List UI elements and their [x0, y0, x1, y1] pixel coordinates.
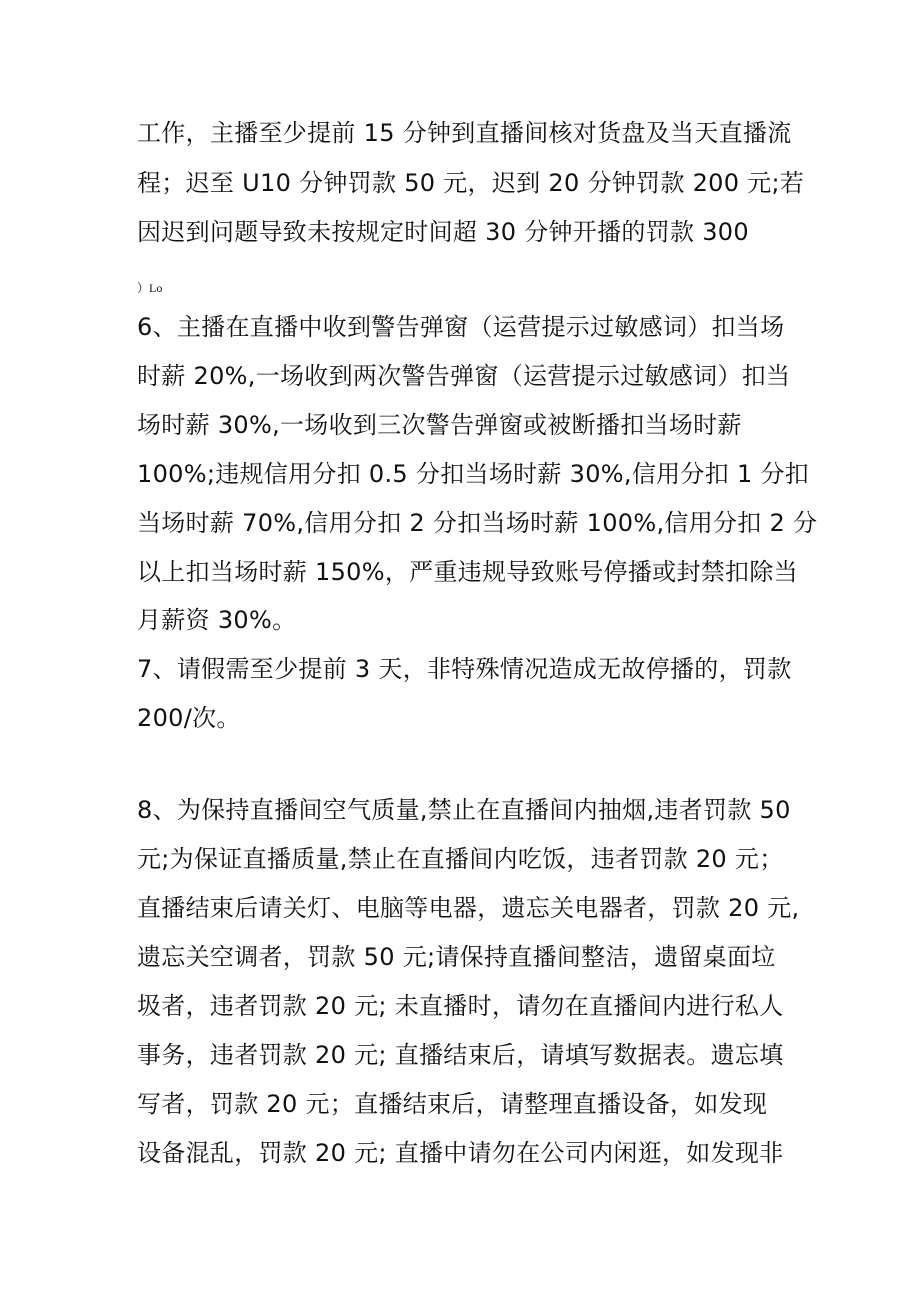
paragraph-line: 工作，主播至少提前 15 分钟到直播间核对货盘及当天直播流 [137, 119, 792, 147]
item-8-line: 事务，违者罚款 20 元; 直播结束后，请填写数据表。遗忘填 [137, 1041, 784, 1069]
item-6-line: 时薪 20%,一场收到两次警告弹窗（运营提示过敏感词）扣当 [137, 362, 791, 390]
paragraph-line: 因迟到问题导致未按规定时间超 30 分钟开播的罚款 300 [137, 218, 749, 246]
item-8-line: 元;为保证直播质量,禁止在直播间内吃饭，违者罚款 20 元； [137, 845, 784, 873]
item-6-line: 场时薪 30%,一场收到三次警告弹窗或被断播扣当场时薪 [137, 411, 742, 439]
item-8-line: 遗忘关空调者，罚款 50 元;请保持直播间整洁，遗留桌面垃 [137, 943, 776, 971]
item-6-line: 当场时薪 70%,信用分扣 2 分扣当场时薪 100%,信用分扣 2 分 [137, 509, 818, 537]
item-6-line: 6、主播在直播中收到警告弹窗（运营提示过敏感词）扣当场 [137, 313, 785, 341]
paragraph-line: 程；迟至 U10 分钟罚款 50 元，迟到 20 分钟罚款 200 元;若 [137, 169, 805, 197]
item-8-line: 设备混乱，罚款 20 元; 直播中请勿在公司内闲逛，如发现非 [137, 1139, 784, 1167]
item-7-line: 200/次。 [137, 704, 241, 732]
paragraph-line: ）Lo [137, 281, 163, 295]
item-8-line: 直播结束后请关灯、电脑等电器，遗忘关电器者，罚款 20 元, [137, 894, 800, 922]
item-8-line: 8、为保持直播间空气质量,禁止在直播间内抽烟,违者罚款 50 [137, 796, 791, 824]
item-6-line: 100%;违规信用分扣 0.5 分扣当场时薪 30%,信用分扣 1 分扣 [137, 460, 810, 488]
item-8-line: 圾者，违者罚款 20 元; 未直播时，请勿在直播间内进行私人 [137, 992, 784, 1020]
item-8-line: 写者，罚款 20 元；直播结束后，请整理直播设备，如发现 [137, 1090, 768, 1118]
item-6-line: 以上扣当场时薪 150%，严重违规导致账号停播或封禁扣除当 [137, 558, 798, 586]
item-6-line: 月薪资 30%。 [137, 606, 297, 634]
item-7-line: 7、请假需至少提前 3 天，非特殊情况造成无故停播的，罚款 [137, 655, 792, 683]
